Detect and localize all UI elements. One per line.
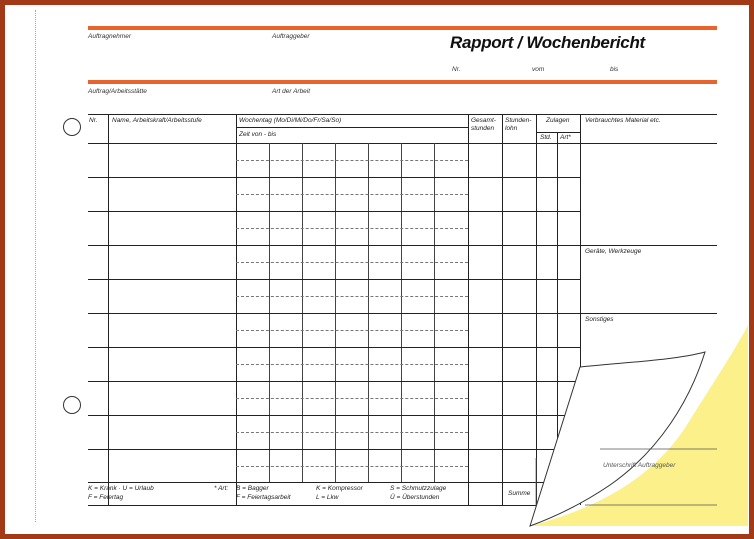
unterschrift-label: Unterschrift Auftraggeber <box>603 462 676 469</box>
legend-mid-3: K = Kompressor <box>316 485 363 492</box>
col-zeit-header: Zeit von - bis <box>239 131 277 138</box>
legend-left-1: K = Krank · U = Urlaub <box>88 485 154 492</box>
col-stundenlohn-line2: lohn <box>505 125 518 132</box>
col-zulagen-header: Zulagen <box>546 117 570 124</box>
legend-art-label: * Art: <box>214 485 229 492</box>
legend-mid-2: F = Feiertagsarbeit <box>236 494 291 501</box>
nr-label: Nr. <box>452 66 461 73</box>
vom-label: vom <box>532 66 545 73</box>
auftragnehmer-label: Auftragnehmer <box>88 33 131 40</box>
legend-right-1: S = Schmutzzulage <box>390 485 447 492</box>
col-name-header: Name, Arbeitskraft/Arbeitsstufe <box>112 117 202 124</box>
legend-left-2: F = Feiertag <box>88 494 124 501</box>
summe-label: Summe <box>508 490 531 497</box>
art-der-arbeit-label: Art der Arbeit <box>272 88 311 95</box>
col-gesamt-line1: Gesamt- <box>471 117 496 124</box>
col-wochentag-header: Wochentag (Mo/Di/Mi/Do/Fr/Sa/So) <box>239 117 342 124</box>
auftraggeber-label: Auftraggeber <box>272 33 310 40</box>
auftrag-arbeitsstaette-label: Auftrag/Arbeitsstätte <box>88 88 147 95</box>
legend-mid-4: L = Lkw <box>316 494 339 501</box>
geraete-section-label: Geräte, Werkzeuge <box>585 248 642 255</box>
sonstiges-section-label: Sonstiges <box>585 316 614 323</box>
form-title: Rapport / Wochenbericht <box>450 33 645 52</box>
col-verbrauchtes-header: Verbrauchtes Material etc. <box>585 117 661 124</box>
legend-right-2: Ü = Überstunden <box>390 494 440 501</box>
col-stundenlohn-line1: Stunden- <box>505 117 532 124</box>
col-nr-header: Nr. <box>89 117 98 124</box>
col-std-header: Std. <box>540 134 552 141</box>
legend-mid-1: B = Bagger <box>236 485 269 492</box>
col-gesamt-line2: stunden <box>471 125 495 132</box>
bis-label: bis <box>610 66 619 73</box>
col-art-header: Art* <box>560 134 571 141</box>
